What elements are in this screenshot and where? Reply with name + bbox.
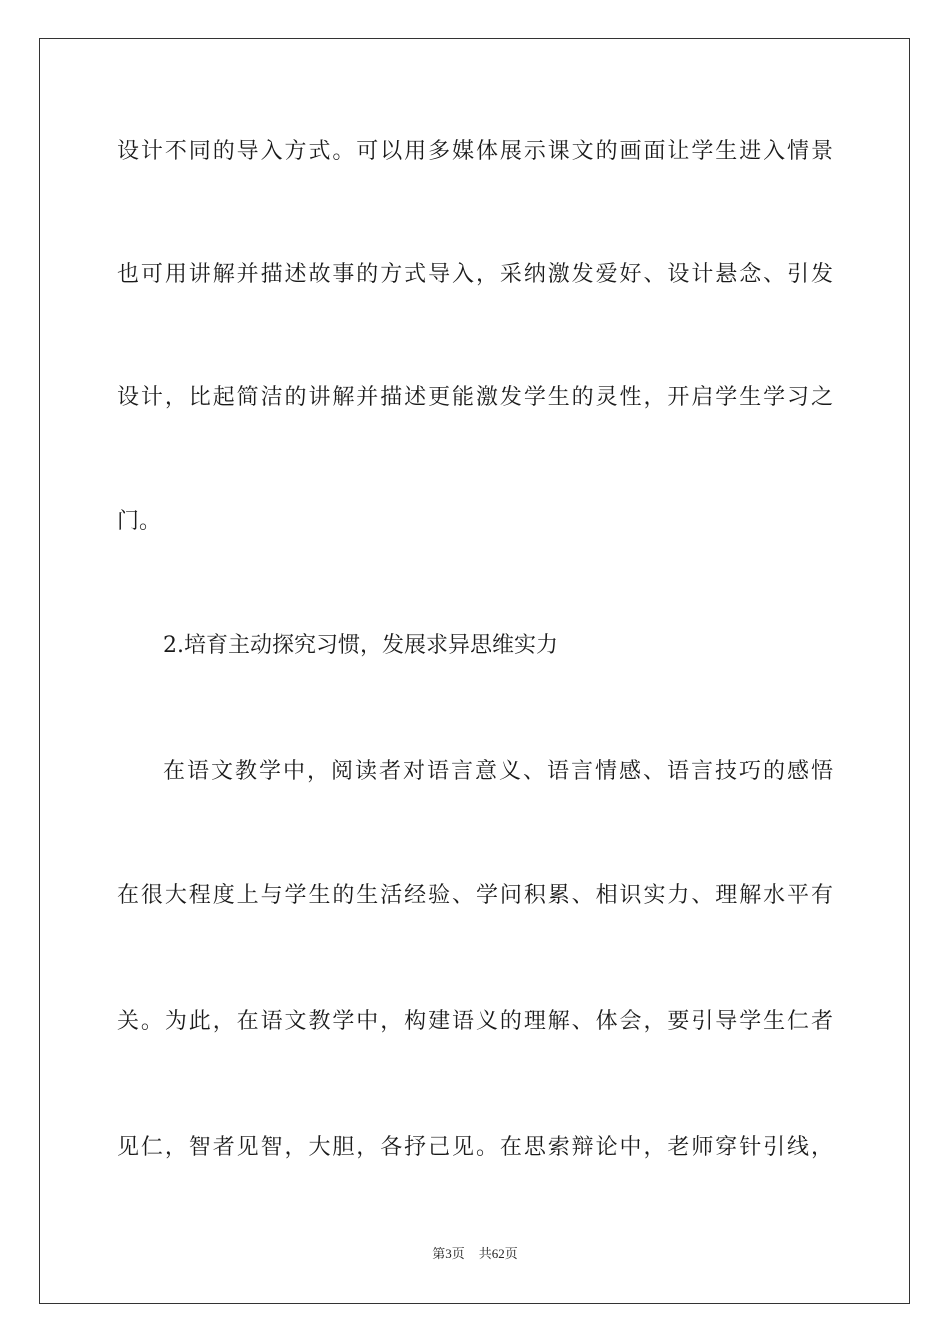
body-line-6: 在语文教学中，阅读者对语言意义、语言情感、语言技巧的感悟 [163, 759, 833, 784]
total-pages: 共62页 [478, 1246, 518, 1261]
body-line-8: 关。为此，在语文教学中，构建语义的理解、体会，要引导学生仁者 [117, 1009, 833, 1034]
page-footer [0, 1245, 950, 1263]
body-line-9: 见仁，智者见智，大胆，各抒己见。在思索辩论中，老师穿针引线， [117, 1135, 833, 1160]
body-line-1: 设计不同的导入方式。可以用多媒体展示课文的画面让学生进入情景 [117, 139, 833, 164]
page-number: 第3页 [432, 1246, 465, 1261]
body-line-3: 设计，比起简洁的讲解并描述更能激发学生的灵性，开启学生学习之 [117, 385, 833, 410]
body-line-7: 在很大程度上与学生的生活经验、学问积累、相识实力、理解水平有 [117, 883, 833, 908]
body-line-4: 门。 [117, 509, 162, 534]
page-border [39, 38, 910, 1304]
section-heading: 2.培育主动探究习惯，发展求异思维实力 [163, 633, 558, 658]
body-line-2: 也可用讲解并描述故事的方式导入，采纳激发爱好、设计悬念、引发 [117, 262, 833, 287]
